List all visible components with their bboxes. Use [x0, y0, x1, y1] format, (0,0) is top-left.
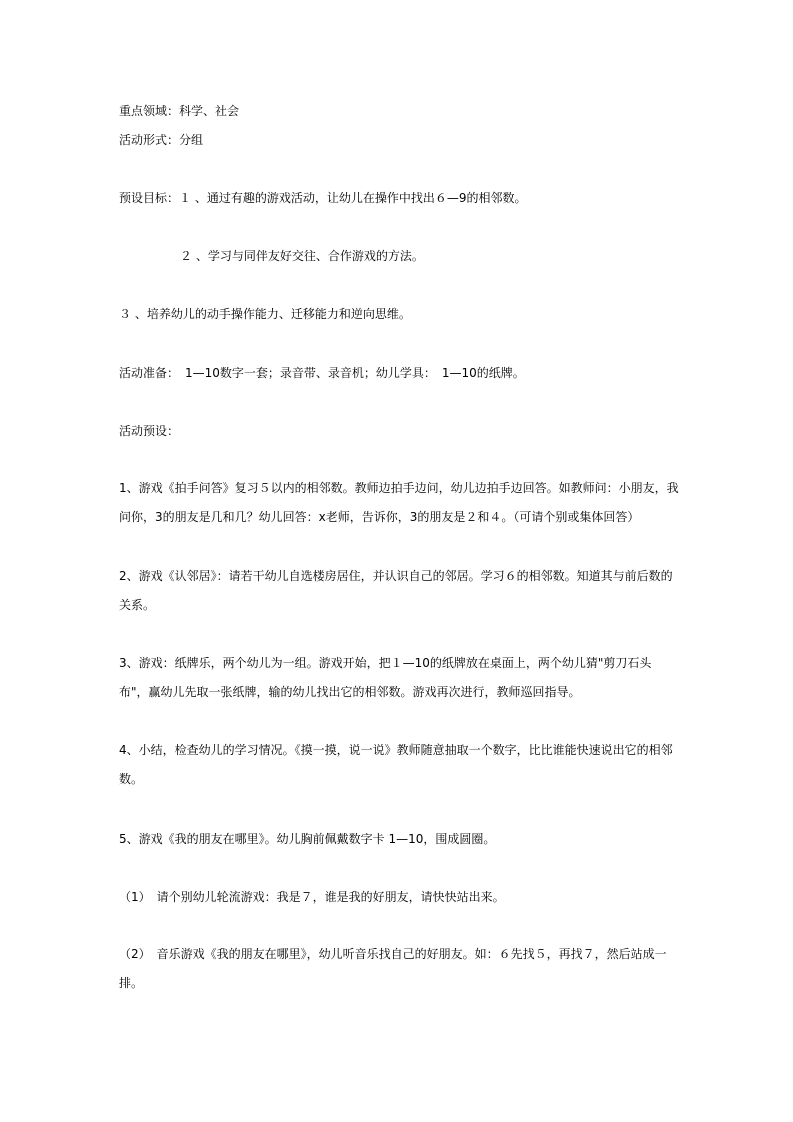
step-5-2-paragraph: （2） 音乐游戏《我的朋友在哪里》，幼儿听音乐找自己的好朋友。如：６先找５，再找７，然后站成一排。 [119, 947, 667, 990]
goal-3-line: ３ 、培养幼儿的动手操作能力、迁移能力和逆向思维。 [119, 307, 411, 321]
step-3-paragraph: 3、游戏：纸牌乐，两个幼儿为一组。游戏开始，把１—10的纸牌放在桌面上，两个幼儿猜"剪刀石头布"，赢幼儿先取一张纸牌，输的幼儿找出它的相邻数。游戏再次进行，教师巡回指导。 [119, 656, 652, 699]
goal-2-line: ２ 、学习与同伴友好交往、合作游戏的方法。 [180, 249, 424, 263]
step-5-1-line: （1） 请个别幼儿轮流游戏：我是７，谁是我的好朋友，请快快站出来。 [119, 890, 505, 904]
step-1-paragraph: 1、游戏《拍手问答》复习５以内的相邻数。教师边拍手边问，幼儿边拍手边回答。如教师问：小朋友，我问你，3的朋友是几和几？幼儿回答：x老师，告诉你，3的朋友是２和４。（可请个别或集体回答） [119, 481, 679, 524]
process-title: 活动预设： [119, 424, 180, 438]
focus-area-line: 重点领域：科学、社会 [119, 104, 240, 118]
goal-1-line: 预设目标：１ 、通过有趣的游戏活动，让幼儿在操作中找出６—9的相邻数。 [119, 191, 527, 205]
step-5-line: 5、游戏《我的朋友在哪里》。幼儿胸前佩戴数字卡 1—10，围成圆圈。 [119, 832, 496, 846]
activity-form-line: 活动形式：分组 [119, 133, 204, 147]
step-4-paragraph: 4、小结，检查幼儿的学习情况。《摸一摸，说一说》教师随意抽取一个数字，比比谁能快速说出它的相邻数。 [119, 743, 673, 786]
preparation-line: 活动准备： 1—10数字一套；录音带、录音机；幼儿学具： 1—10的纸牌。 [119, 366, 525, 380]
step-2-paragraph: 2、游戏《认邻居》：请若干幼儿自选楼房居住，并认识自己的邻居。学习６的相邻数。知道其与前后数的关系。 [119, 569, 673, 612]
